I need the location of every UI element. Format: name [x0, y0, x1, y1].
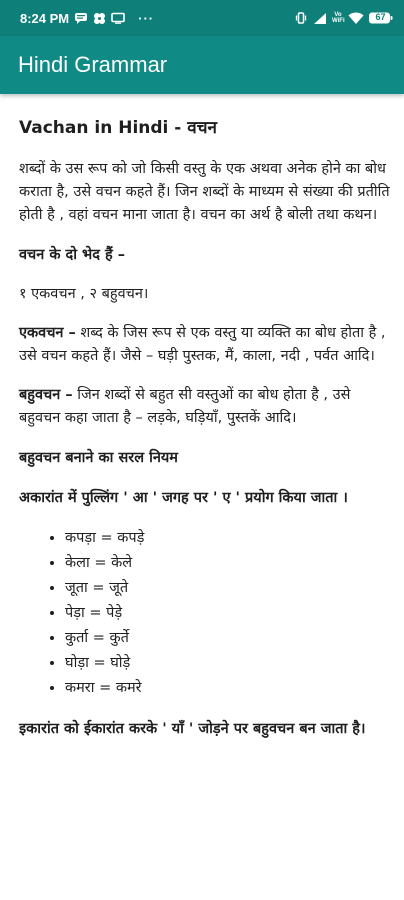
list-item: • घोड़ा = घोड़े [65, 651, 390, 676]
ekvachan-paragraph [19, 322, 390, 368]
ekvachan-definition: शब्द के जिस रूप से एक वस्तु या व्यक्ति का बोध होता है , उसे वचन कहते हैं। जैसे – घड़ी पुस्तक, मैं, काला, नदी , पर्वत आदि। [19, 325, 386, 364]
list-item: • कमरा = कमरे [65, 676, 390, 701]
wifi-icon [348, 12, 364, 25]
rule1-heading: अकारांत में पुल्लिंग ' आ ' जगह पर ' ए ' प्रयोग किया जाता । [19, 490, 348, 506]
ekvachan-term: एकवचन – [19, 325, 76, 341]
bahuvachan-term: बहुवचन – [19, 387, 73, 403]
pinwheel-icon [93, 12, 106, 25]
article-content[interactable] [0, 94, 404, 900]
battery-level: 67 [375, 12, 386, 22]
vibrate-icon [294, 11, 308, 25]
list-item: • जूता = जूते [65, 576, 390, 601]
status-bar [0, 0, 404, 36]
tv-icon [111, 12, 125, 24]
types-list: १ एकवचन , २ बहुवचन। [19, 286, 149, 302]
status-left [20, 11, 154, 26]
battery-icon [368, 11, 394, 25]
rules-heading: बहुवचन बनाने का सरल नियम [19, 450, 178, 466]
rule1-examples-list [19, 526, 390, 701]
app-title: Hindi Grammar [18, 52, 168, 77]
signal-icon [312, 12, 328, 25]
list-item: • केला = केले [65, 551, 390, 576]
list-item: • कपड़ा = कपड़े [65, 526, 390, 551]
chat-icon [74, 12, 88, 24]
page-title: Vachan in Hindi - वचन [19, 118, 217, 138]
status-time: 8:24 PM [20, 10, 70, 26]
list-item: • पेड़ा = पेड़े [65, 601, 390, 626]
list-item: • कुर्ता = कुर्ते [65, 626, 390, 651]
types-heading: वचन के दो भेद हैं – [19, 247, 125, 263]
network-label: Vo WiFi [332, 12, 345, 24]
app-bar [0, 36, 404, 94]
bahuvachan-definition: जिन शब्दों से बहुत सी वस्तुओं का बोध होता है , उसे बहुवचन कहा जाता है – लड़के, घड़ियाँ, पुस्तकें आदि। [19, 387, 351, 426]
intro-paragraph: शब्दों के उस रूप को जो किसी वस्तु के एक अथवा अनेक होने का बोध कराता है, उसे वचन कहते हैं। जिन शब्दों के माध्यम से संख्या की प्रतीति होती है , वहां वचन माना जाता है। वचन का अर्थ है बोली तथा कथन। [19, 161, 390, 223]
overflow-dots: ··· [138, 10, 155, 26]
rule2-heading: इकारांत को ईकारांत करके ' याँ ' जोड़ने पर बहुवचन बन जाता है। [19, 721, 366, 737]
status-right [294, 11, 394, 25]
bahuvachan-paragraph [19, 384, 390, 430]
